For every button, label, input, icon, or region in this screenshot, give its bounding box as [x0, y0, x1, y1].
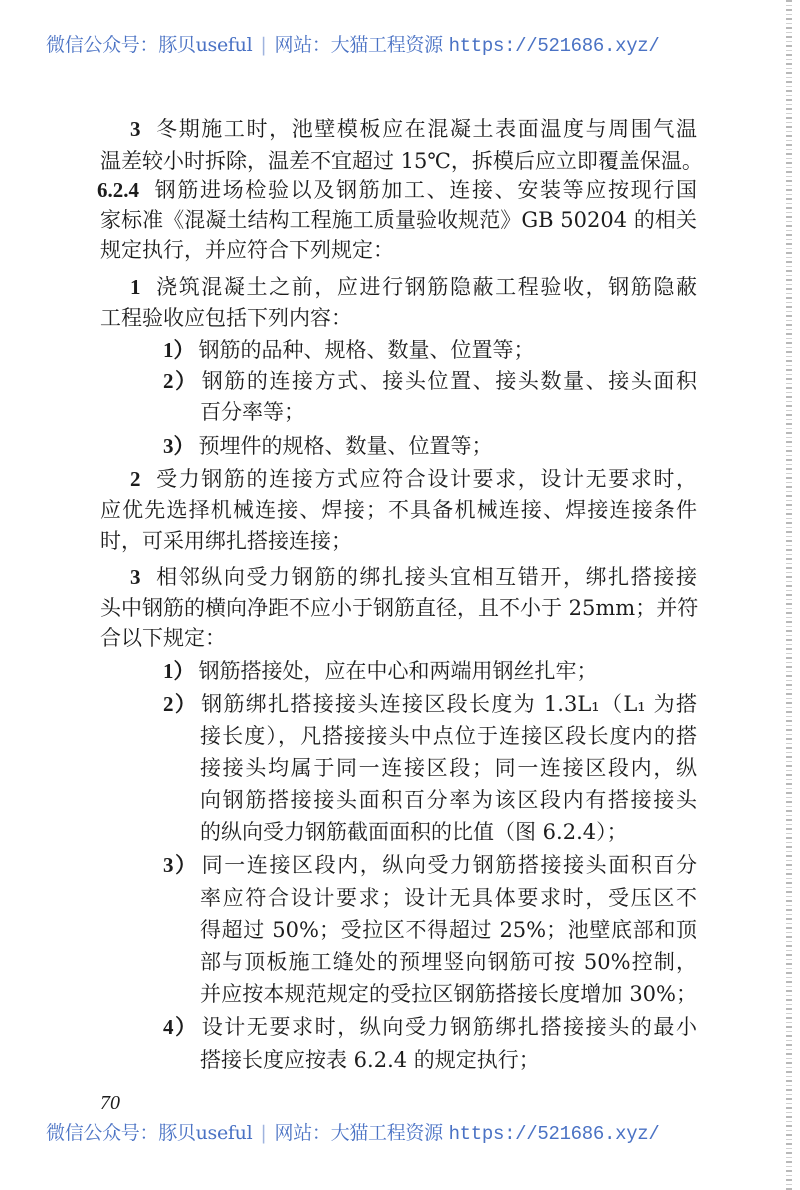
text-line: 接长度），凡搭接接头中点位于连接区段长度内的搭 [200, 724, 697, 748]
text-line: 家标准《混凝土结构工程施工质量验收规范》GB 50204 的相关 [100, 208, 697, 232]
watermark-url[interactable]: https://521686.xyz/ [448, 1123, 660, 1145]
item-number: 3 [130, 117, 141, 141]
scan-edge [786, 0, 792, 1190]
text-line: 应优先选择机械连接、焊接；不具备机械连接、焊接连接条件 [100, 498, 697, 522]
text-line: 并应按本规范规定的受拉区钢筋搭接长度增加 30%； [200, 982, 697, 1006]
watermark-header [46, 30, 761, 57]
item-2 [130, 463, 697, 496]
subitem-3-3 [163, 849, 697, 882]
subitem-number: 3） [163, 853, 198, 877]
text-line: 温差较小时拆除，温差不宜超过 15℃，拆模后应立即覆盖保温。 [100, 149, 703, 173]
page-number: 70 [100, 1092, 120, 1114]
text-line: 向钢筋搭接接头面积百分率为该区段内有搭接接头 [200, 788, 697, 812]
subitem-1-3 [163, 430, 697, 463]
text-line: 规定执行，并应符合下列规定： [100, 238, 394, 262]
item-text: 相邻纵向受力钢筋的绑扎接头宜相互错开，绑扎搭接接 [154, 565, 697, 589]
watermark-site: 网站：大猫工程资源 [274, 1122, 443, 1144]
subitem-1-2 [163, 365, 697, 398]
subitem-3-1 [163, 655, 697, 688]
item-text: 浇筑混凝土之前，应进行钢筋隐蔽工程验收，钢筋隐蔽 [154, 275, 697, 299]
subitem-number: 1） [163, 659, 195, 683]
subitem-text: 钢筋的品种、规格、数量、位置等； [198, 338, 535, 362]
subitem-1-1 [163, 334, 697, 367]
text-line: 搭接长度应按表 6.2.4 的规定执行； [200, 1048, 540, 1072]
subitem-3-2 [163, 688, 697, 721]
subitem-text: 钢筋搭接处，应在中心和两端用钢丝扎牢； [198, 659, 598, 683]
text-line: 的纵向受力钢筋截面面积的比值（图 6.2.4）； [200, 820, 628, 844]
subitem-text: 预埋件的规格、数量、位置等； [198, 434, 493, 458]
item-number: 1 [130, 275, 141, 299]
item-text: 冬期施工时，池壁模板应在混凝土表面温度与周围气温 [154, 117, 697, 141]
item-number: 2 [130, 467, 141, 491]
text-line: 接接头均属于同一连接区段；同一连接区段内，纵 [200, 756, 697, 780]
item-3 [130, 561, 697, 594]
item-1 [130, 271, 697, 304]
clause-6-2-4 [97, 174, 697, 207]
watermark-site: 网站：大猫工程资源 [274, 34, 443, 56]
subitem-text: 钢筋绑扎搭接接头连接区段长度为 1.3L₁（L₁ 为搭 [201, 692, 697, 716]
text-line: 头中钢筋的横向净距不应小于钢筋直径，且不小于 25mm；并符 [100, 596, 699, 620]
text-line: 时，可采用绑扎搭接连接； [100, 529, 352, 553]
subitem-3-4 [163, 1011, 697, 1044]
text-line: 得超过 50%；受拉区不得超过 25%；池壁底部和顶 [200, 918, 697, 942]
subitem-number: 2） [163, 369, 198, 393]
subitem-text: 同一连接区段内，纵向受力钢筋搭接接头面积百分 [201, 853, 698, 877]
watermark-footer [46, 1118, 761, 1145]
subitem-text: 设计无要求时，纵向受力钢筋绑扎搭接接头的最小 [201, 1015, 698, 1039]
watermark-url[interactable]: https://521686.xyz/ [448, 35, 660, 57]
clause-text: 钢筋进场检验以及钢筋加工、连接、安装等应按现行国 [153, 178, 697, 202]
text-line: 百分率等； [200, 400, 305, 424]
watermark-separator: | [260, 34, 267, 56]
watermark-wechat: 微信公众号：豚贝useful [46, 1122, 253, 1144]
clause-number: 6.2.4 [97, 178, 139, 202]
text-line: 率应符合设计要求；设计无具体要求时，受压区不 [200, 886, 697, 910]
item-number: 3 [130, 565, 141, 589]
subitem-number: 3） [163, 434, 195, 458]
item-text: 受力钢筋的连接方式应符合设计要求，设计无要求时， [154, 467, 697, 491]
watermark-separator: | [260, 1122, 267, 1144]
text-line: 合以下规定： [100, 626, 226, 650]
text-line: 工程验收应包括下列内容： [100, 306, 352, 330]
clause-6-2-3-item-3 [130, 113, 697, 146]
watermark-wechat: 微信公众号：豚贝useful [46, 34, 253, 56]
subitem-number: 1） [163, 338, 195, 362]
subitem-number: 4） [163, 1015, 198, 1039]
subitem-text: 钢筋的连接方式、接头位置、接头数量、接头面积 [201, 369, 698, 393]
subitem-number: 2） [163, 692, 198, 716]
text-line: 部与顶板施工缝处的预埋竖向钢筋可按 50%控制， [200, 950, 697, 974]
